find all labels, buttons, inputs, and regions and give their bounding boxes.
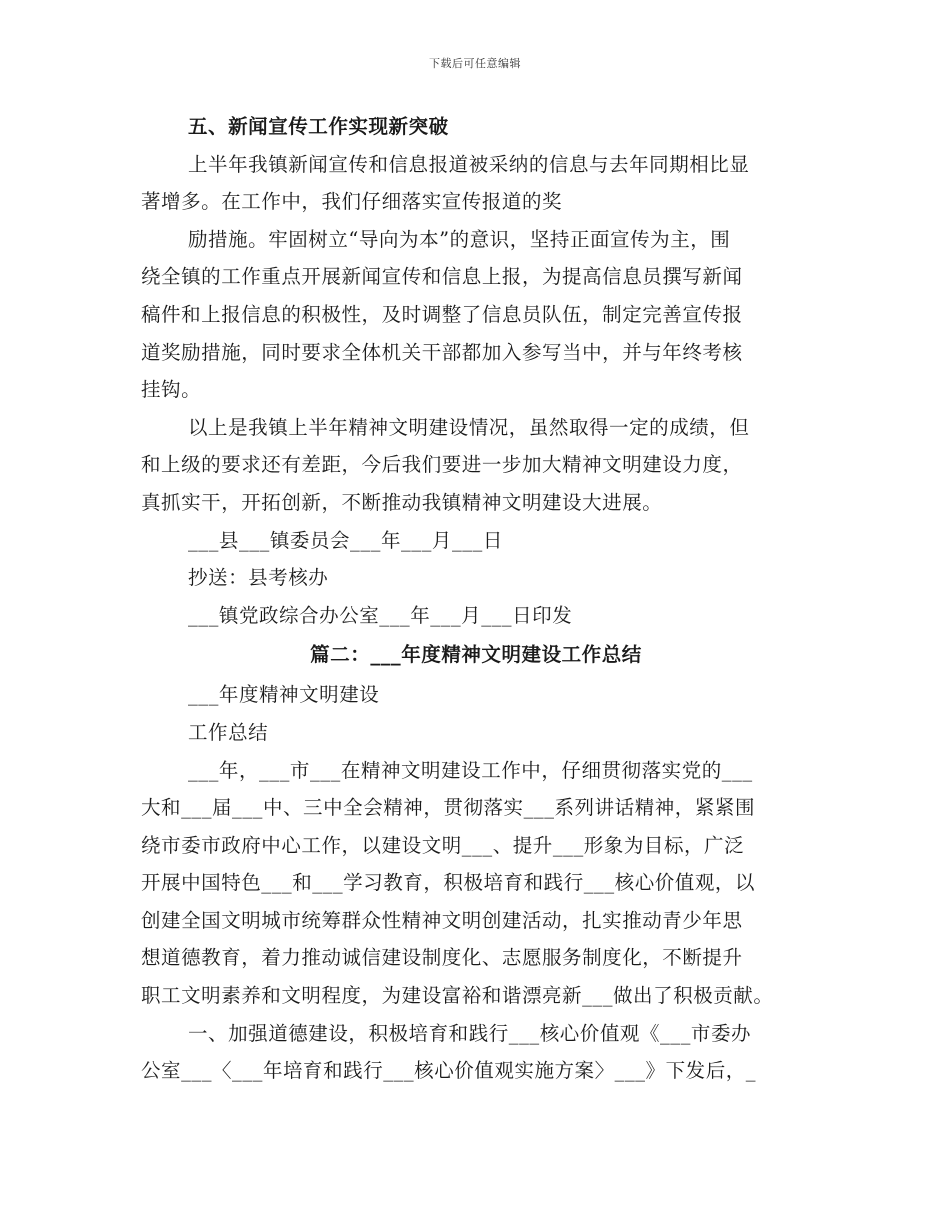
paragraph-line: 以上是我镇上半年精神文明建设情况，虽然取得一定的成绩，但 [188, 415, 750, 439]
paragraph-line: 创建全国文明城市统筹群众性精神文明创建活动，扎实推动青少年思 [141, 908, 743, 932]
subtitle-line: 工作总结 [188, 720, 269, 744]
cc-line: 抄送：县考核办 [188, 566, 329, 590]
signature-line: ___县___镇委员会___年___月___日 [188, 528, 503, 552]
paragraph-line: 稿件和上报信息的积极性，及时调整了信息员队伍，制定完善宣传报 [141, 302, 743, 326]
paragraph-line: 和上级的要求还有差距，今后我们要进一步加大精神文明建设力度， [141, 453, 743, 477]
paragraph-line: ___年，___市___在精神文明建设工作中，仔细贯彻落实党的___ [188, 758, 753, 782]
paragraph-line: 励措施。牢固树立“导向为本”的意识，坚持正面宣传为主，围 [188, 227, 731, 251]
section-heading: 五、新闻宣传工作实现新突破 [188, 115, 449, 138]
paragraph-line: 大和___届___中、三中全会精神，贯彻落实___系列讲话精神，紧紧围 [141, 796, 755, 820]
paragraph-line: 想道德教育，着力推动诚信建设制度化、志愿服务制度化，不断提升 [141, 946, 743, 970]
paragraph-line: 道奖励措施，同时要求全体机关干部都加入参写当中，并与年终考核 [141, 340, 743, 364]
page-header-note: 下载后可任意编辑 [429, 57, 521, 70]
subtitle-line: ___年度精神文明建设 [188, 683, 380, 707]
paragraph-line: 著增多。在工作中，我们仔细落实宣传报道的奖 [141, 190, 563, 214]
paragraph-line: 绕市委市政府中心工作，以建设文明___、提升___形象为目标，广泛 [141, 833, 745, 857]
paragraph-line: 真抓实干，开拓创新，不断推动我镇精神文明建设大进展。 [141, 490, 663, 514]
issue-line: ___镇党政综合办公室___年___月___日印发 [188, 603, 573, 627]
paragraph-line: 开展中国特色___和___学习教育，积极培育和践行___核心价值观，以 [141, 871, 755, 895]
paragraph-line: 公室___〈___年培育和践行___核心价值观实施方案〉___》下发后，_ [141, 1059, 757, 1083]
paragraph-line: 一、加强道德建设，积极培育和践行___核心价值观《___市委办 [188, 1021, 752, 1045]
paragraph-line: 绕全镇的工作重点开展新闻宣传和信息上报，为提高信息员撰写新闻 [141, 265, 743, 289]
document-body [141, 108, 811, 1090]
paragraph-line: 职工文明素养和文明程度，为建设富裕和谐漂亮新___做出了积极贡献。 [141, 984, 774, 1008]
paragraph-line: 上半年我镇新闻宣传和信息报道被采纳的信息与去年同期相比显 [188, 152, 750, 176]
part-two-title: 篇二：___年度精神文明建设工作总结 [310, 643, 642, 667]
paragraph-line: 挂钩。 [141, 378, 202, 402]
